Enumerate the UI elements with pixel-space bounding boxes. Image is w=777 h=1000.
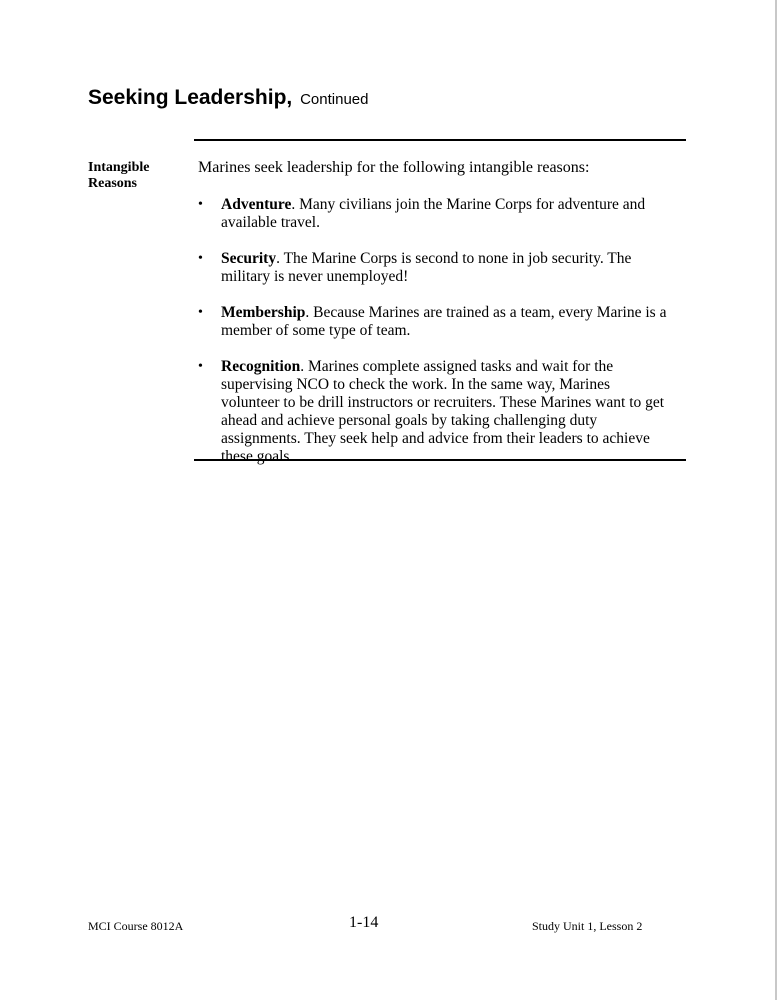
- item-term: Recognition: [221, 358, 301, 375]
- list-item: [198, 196, 668, 232]
- footer-study-unit: Study Unit 1, Lesson 2: [532, 919, 643, 933]
- bullet-icon: •: [198, 359, 203, 374]
- bullet-icon: •: [198, 251, 203, 266]
- bullet-icon: •: [198, 305, 203, 320]
- list-item: [198, 304, 668, 340]
- item-term: Security: [221, 250, 277, 267]
- page-title: [88, 84, 368, 114]
- item-term: Membership: [221, 304, 306, 321]
- bottom-rule: [194, 459, 686, 461]
- title-main: Seeking Leadership,: [88, 86, 293, 109]
- footer-page-number: 1-14: [349, 914, 379, 931]
- item-text: . Marines complete assigned tasks and wait for the supervising NCO to check the work. In the same way, Marines volunteer to be drill instructors or recruiters. These Marines want to get ahead and achieve personal goals by taking challenging duty assignments. They seek help and advice from their leaders to achieve these goals.: [221, 358, 665, 465]
- item-text: . The Marine Corps is second to none in job security. The military is never unemployed!: [221, 250, 632, 285]
- footer-course: MCI Course 8012A: [88, 919, 184, 933]
- section-label: Intangible Reasons: [88, 160, 150, 191]
- list-item: [198, 250, 668, 286]
- section-intro: Marines seek leadership for the following intangible reasons:: [198, 159, 590, 176]
- top-rule: [194, 139, 686, 141]
- item-text: . Because Marines are trained as a team, every Marine is a member of some type of team.: [221, 304, 667, 339]
- item-term: Adventure: [221, 196, 292, 213]
- reasons-list: [198, 196, 668, 484]
- list-item: [198, 358, 668, 466]
- item-text: . Many civilians join the Marine Corps for adventure and available travel.: [221, 196, 646, 231]
- title-continued: Continued: [300, 91, 369, 108]
- bullet-icon: •: [198, 197, 203, 212]
